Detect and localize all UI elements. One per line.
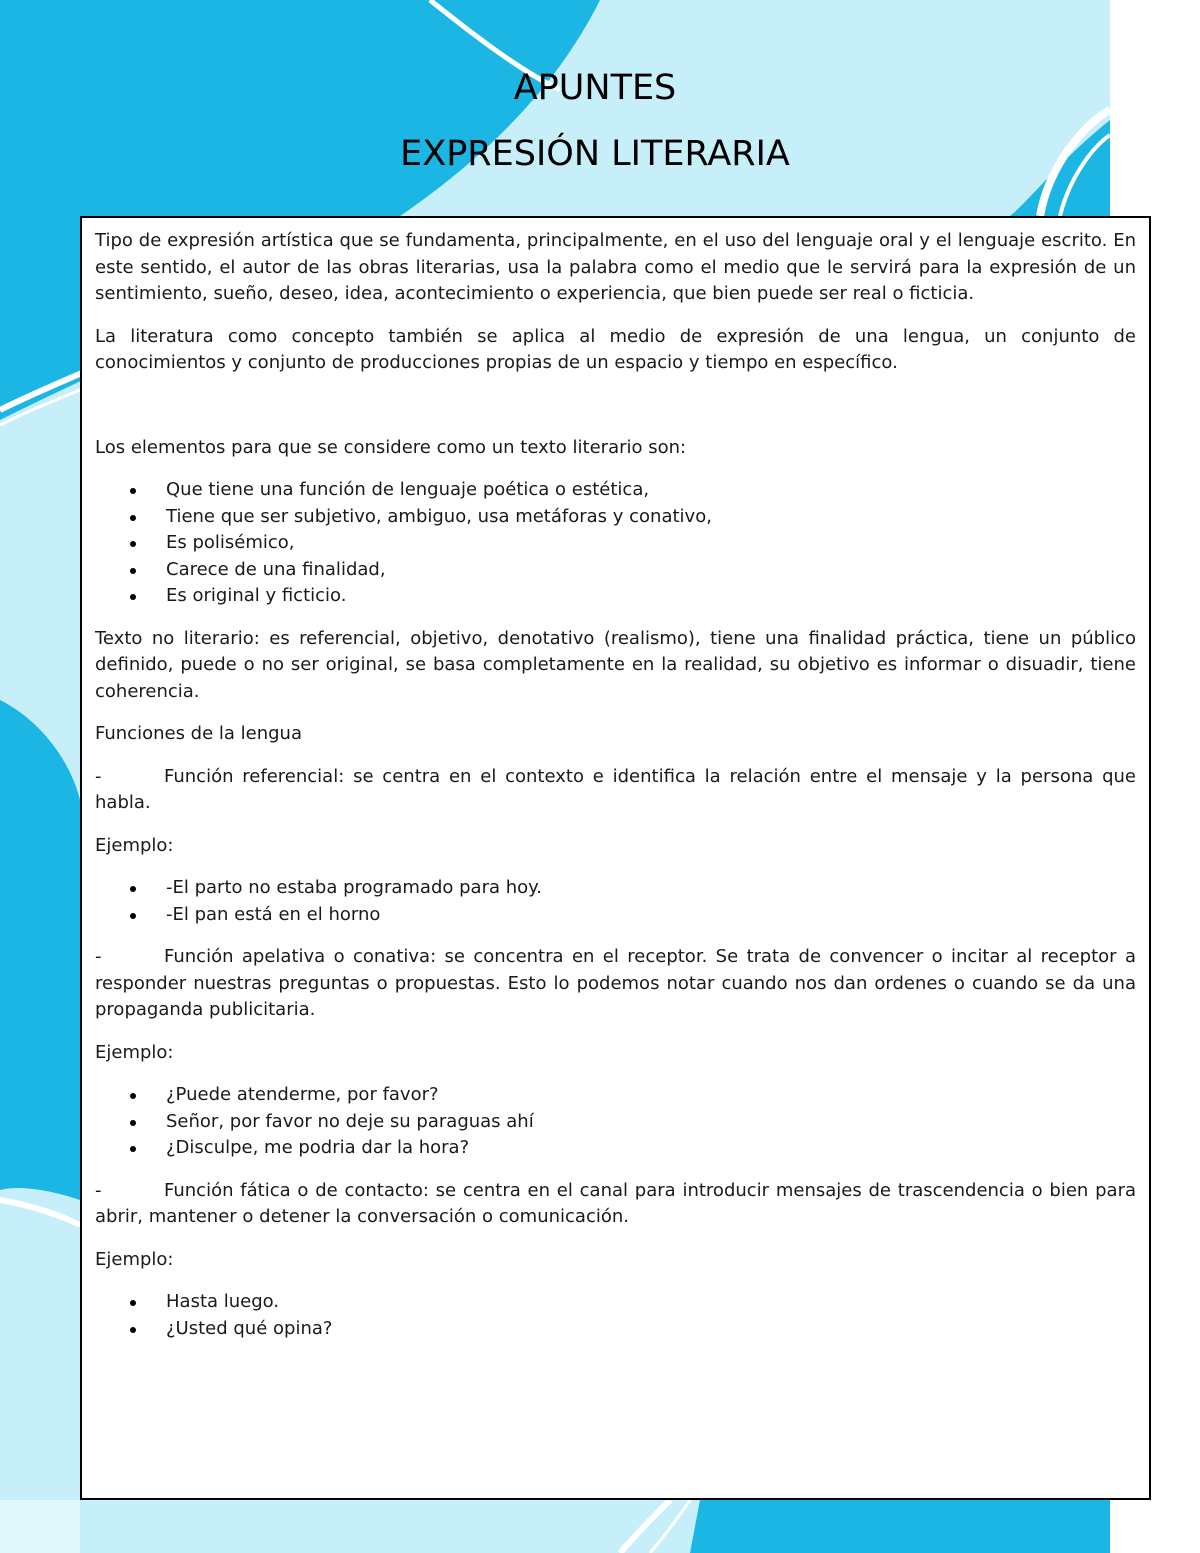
bullet-icon [130,594,136,600]
bullet-icon [130,1327,136,1333]
list-item: ¿Usted qué opina? [95,1316,1136,1343]
bullet-icon [130,1120,136,1126]
bullet-icon [130,488,136,494]
list-item: -El parto no estaba programado para hoy. [95,875,1136,902]
page-title: APUNTES [513,68,677,108]
list-item: ¿Disculpe, me podria dar la hora? [95,1135,1136,1162]
bullet-icon [130,1146,136,1152]
bullet-icon [130,515,136,521]
list-item: Es original y ficticio. [95,583,1136,610]
function-phatic: - Función fática o de contacto: se centra en el canal para introducir mensajes de trascendencia o bien para abrir, mantener o detener la conversación o comunicación. [95,1179,1136,1227]
example-label: Ejemplo: [95,1248,174,1270]
intro-paragraph-1: Tipo de expresión artística que se fundamenta, principalmente, en el uso del lenguaje oral y el lenguaje escrito. En este sentido, el autor de las obras literarias, usa la palabra como el medio que le servirá para la expresión de un sentimiento, sueño, deseo, idea, acontecimiento o experiencia, que bien puede ser real o ficticia. [95,230,1136,304]
example-label: Ejemplo: [95,834,174,856]
dash-marker: - [95,765,102,787]
dash-marker: - [95,946,102,967]
list-item: Tiene que ser subjetivo, ambiguo, usa metáforas y conativo, [95,504,1136,531]
intro-paragraph-2: La literatura como concepto también se aplica al medio de expresión de una lengua, un conjunto de conocimientos y conjunto de producciones propias de un espacio y tiempo en específico. [95,325,1136,373]
examples-appellative-list [95,1082,1136,1162]
bullet-icon [130,541,136,547]
function-appellative: - Función apelativa o conativa: se concentra en el receptor. Se trata de convencer o incitar al receptor a responder nuestras preguntas o propuestas. Esto lo podemos notar cuando nos dan ordenes o cuando se da una propaganda publicitaria. [95,946,1136,1020]
dash-marker: - [95,1179,102,1201]
functions-heading: Funciones de la lengua [95,723,302,744]
list-item: Es polisémico, [95,530,1136,557]
list-item: Hasta luego. [95,1289,1136,1316]
elements-list [95,477,1136,610]
list-item: Señor, por favor no deje su paraguas ahí [95,1109,1136,1136]
examples-referential-list [95,875,1136,928]
bullet-icon [130,1300,136,1306]
non-literary-paragraph: Texto no literario: es referencial, objetivo, denotativo (realismo), tiene una finalidad práctica, tiene un público definido, puede o no ser original, se basa completamente en la realidad, su objetivo es informar o disuadir, tiene coherencia. [95,627,1136,702]
bullet-icon [130,913,136,919]
list-item: -El pan está en el horno [95,902,1136,929]
list-item: ¿Puede atenderme, por favor? [95,1082,1136,1109]
list-item: Carece de una finalidad, [95,557,1136,584]
notes-content-box [80,216,1151,1500]
list-item: Que tiene una función de lenguaje poética o estética, [95,477,1136,504]
page-subtitle: EXPRESIÓN LITERARIA [400,134,790,174]
bullet-icon [130,568,136,574]
function-referential: - Función referencial: se centra en el contexto e identifica la relación entre el mensaje y la persona que habla. [95,765,1136,813]
elements-intro: Los elementos para que se considere como un texto literario son: [95,436,687,458]
bullet-icon [130,886,136,892]
bullet-icon [130,1093,136,1099]
example-label: Ejemplo: [95,1041,174,1063]
examples-phatic-list [95,1289,1136,1342]
